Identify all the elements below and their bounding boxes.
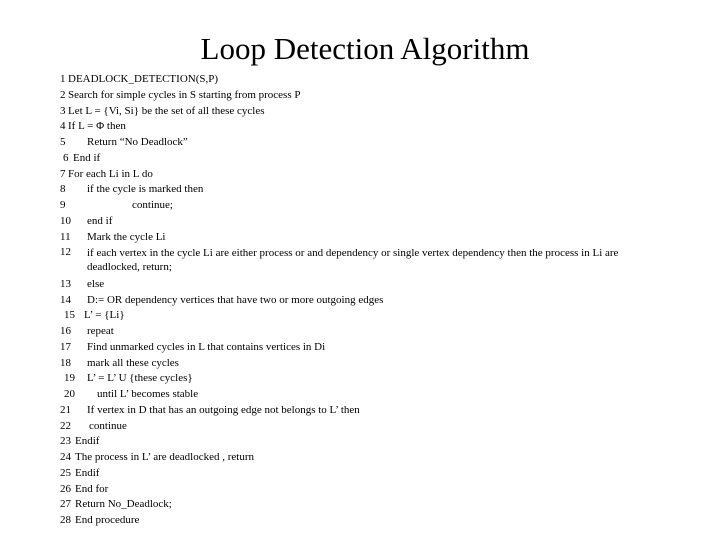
algorithm-line-1: [60, 72, 660, 88]
line-text: continue;: [132, 199, 173, 211]
line-number: 10: [60, 214, 71, 227]
algorithm-line-21: [60, 403, 660, 419]
line-number: 12: [60, 246, 71, 259]
line-number: 21: [60, 403, 71, 416]
line-text: D:= OR dependency vertices that have two or more outgoing edges: [87, 293, 384, 306]
line-number: 6: [63, 151, 69, 164]
line-number: 13: [60, 277, 71, 290]
line-text: mark all these cycles: [87, 356, 179, 369]
line-number: 11: [60, 230, 71, 243]
algorithm-line-11: [60, 230, 660, 246]
algorithm-line-16: [60, 324, 660, 340]
line-text: If vertex in D that has an outgoing edge not belongs to L’ then: [87, 403, 360, 416]
line-text: Return No_Deadlock;: [75, 498, 172, 511]
line-text: End procedure: [75, 514, 140, 526]
algorithm-line-15: [60, 308, 660, 324]
line-text: continue: [89, 419, 127, 432]
line-number: 8: [60, 183, 66, 196]
line-number: 16: [60, 325, 71, 337]
line-number: 24: [60, 451, 71, 463]
line-text: repeat: [87, 325, 114, 337]
algorithm-line-18: [60, 356, 660, 372]
algorithm-listing: [60, 72, 660, 529]
line-text: Return “No Deadlock”: [87, 136, 188, 148]
algorithm-line-27: [60, 497, 660, 513]
algorithm-line-12: [60, 245, 660, 277]
line-text: The process in L’ are deadlocked , return: [75, 451, 254, 463]
line-number: 2: [60, 88, 66, 101]
line-text: Mark the cycle Li: [87, 230, 166, 243]
algorithm-line-5: [60, 135, 660, 151]
line-number: 9: [60, 199, 66, 211]
line-text: else: [87, 277, 105, 290]
line-text: For each Li in L do: [68, 167, 153, 180]
algorithm-line-25: [60, 466, 660, 482]
line-text: L’ = {Li}: [84, 309, 125, 322]
algorithm-line-26: [60, 482, 660, 498]
line-number: 28: [60, 514, 71, 526]
line-text: until L’ becomes stable: [97, 388, 199, 400]
line-number: 23: [60, 435, 71, 448]
algorithm-line-13: [60, 277, 660, 293]
algorithm-line-14: [60, 293, 660, 309]
line-number: 5: [60, 136, 66, 148]
line-text: end if: [87, 214, 113, 227]
line-text: End if: [73, 151, 101, 164]
line-text: Endif: [75, 435, 100, 448]
algorithm-line-9: [60, 198, 660, 214]
line-text: If L = Φ then: [68, 120, 126, 133]
algorithm-line-7: [60, 167, 660, 183]
line-number: 14: [60, 293, 71, 306]
slide-title: Loop Detection Algorithm: [200, 31, 530, 66]
line-number: 15: [64, 309, 75, 322]
algorithm-line-6: [60, 151, 660, 167]
algorithm-line-28: [60, 513, 660, 529]
algorithm-line-2: [60, 88, 660, 104]
line-number: 25: [60, 466, 71, 479]
line-number: 17: [60, 340, 71, 353]
line-text: Search for simple cycles in S starting from process P: [68, 88, 301, 101]
line-number: 27: [60, 498, 71, 511]
algorithm-line-17: [60, 340, 660, 356]
line-number: 7: [60, 167, 66, 180]
line-text: Let L = {Vi, Si} be the set of all these cycles: [68, 104, 265, 117]
algorithm-line-23: [60, 434, 660, 450]
algorithm-line-24: [60, 450, 660, 466]
line-number: 1: [60, 73, 66, 85]
algorithm-line-20: [60, 387, 660, 403]
line-text: DEADLOCK_DETECTION(S,P): [68, 73, 219, 85]
line-text: Endif: [75, 466, 100, 479]
algorithm-line-19: [60, 371, 660, 387]
line-number: 18: [60, 356, 71, 369]
line-text: if the cycle is marked then: [87, 183, 204, 196]
line-text: Find unmarked cycles in L that contains vertices in Di: [87, 340, 326, 353]
line-number: 22: [60, 419, 71, 432]
line-text: L’ = L’ U {these cycles}: [87, 372, 193, 385]
algorithm-line-4: [60, 119, 660, 135]
algorithm-line-8: [60, 182, 660, 198]
line-text: if each vertex in the cycle Li are either process or and dependency or single vertex dependency then the process in Li are deadlocked, return;: [87, 247, 619, 274]
algorithm-line-10: [60, 214, 660, 230]
line-number: 26: [60, 482, 71, 495]
line-number: 3: [60, 104, 66, 117]
line-number: 19: [64, 372, 75, 385]
line-number: 4: [60, 120, 66, 133]
algorithm-line-22: [60, 419, 660, 435]
line-text: End for: [75, 482, 109, 495]
algorithm-line-3: [60, 104, 660, 120]
line-number: 20: [64, 388, 75, 400]
